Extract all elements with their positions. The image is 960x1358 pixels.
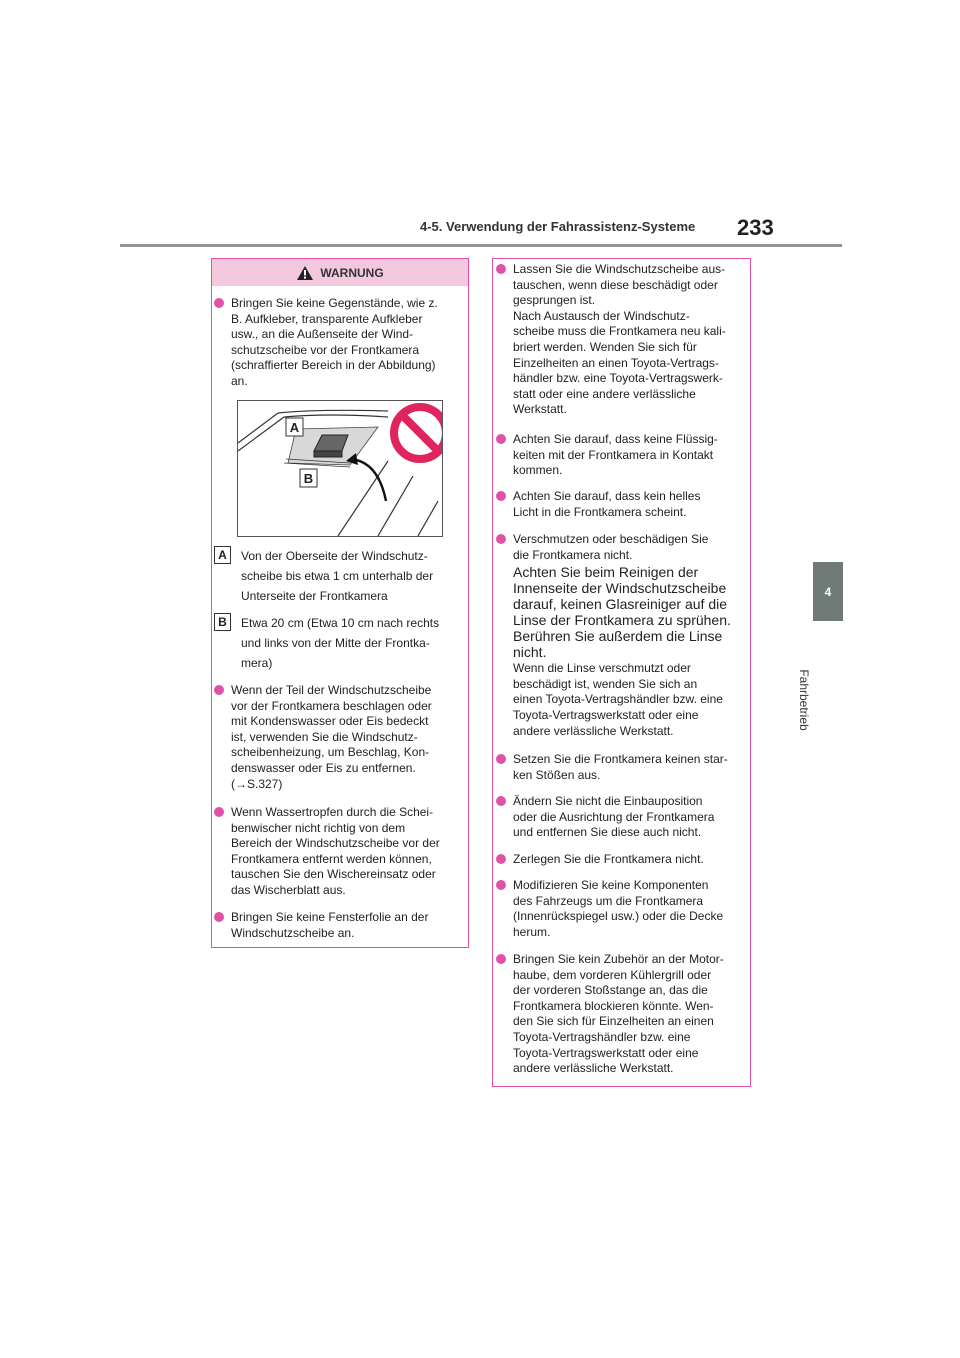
right-item-position — [496, 794, 748, 841]
right-item-text: Zerlegen Sie die Frontkamera nicht. — [513, 852, 704, 866]
warning-item-stickers — [214, 296, 464, 390]
warning-item-text: Wenn Wassertropfen durch die Schei- benwischer nicht richtig von dem Bereich der Windschutzscheibe vor der Frontkamera entfernt werden können, tauschen Sie den Wischereinsatz oder das Wischerblatt aus. — [231, 805, 440, 897]
legend-a-text: Von der Oberseite der Windschutz- scheibe bis etwa 1 cm unterhalb der Unterseite der Frontkamera — [241, 549, 434, 603]
right-item-modify — [496, 878, 748, 940]
page-number: 233 — [737, 215, 774, 240]
right-item-text: Lassen Sie die Windschutzscheibe aus- tauschen, wenn diese beschädigt oder gesprungen ist. Nach Austausch der Windschutz- scheibe muss die Frontkamera neu kali- briert werden. Wenden Sie sich für Einzelheiten an einen Toyota-Vertrags- händler bzw. eine Toyota-Vertragswerk- statt oder eine andere verlässliche Werkstatt. — [513, 262, 726, 417]
header-rule — [120, 244, 842, 247]
warning-item-text: Bringen Sie keine Gegenstände, wie z. B. Aufkleber, transparente Aufkleber usw., an die Außenseite der Wind- schutzscheibe vor der Frontkamera (schraffierter Bereich in der Abbildung) an. — [231, 296, 438, 388]
figure-label-a: A — [289, 420, 300, 435]
right-item-text — [513, 532, 748, 739]
warning-item-defog — [214, 683, 464, 792]
bullet-icon — [496, 954, 506, 964]
bullet-icon — [496, 880, 506, 890]
warning-title: WARNUNG — [320, 265, 384, 280]
chapter-tab: 4 — [813, 562, 843, 621]
figure-label-b: B — [303, 471, 314, 486]
right-item-text: Achten Sie darauf, dass kein helles Licht in die Frontkamera scheint. — [513, 489, 701, 519]
right-item-liquids — [496, 432, 748, 479]
right-item-disassemble — [496, 852, 748, 868]
right-item-bright-light — [496, 489, 748, 520]
right-item-dirt — [496, 532, 748, 739]
right-item-text-emphasis: Achten Sie beim Reinigen der Innenseite der Windschutzscheibe darauf, keinen Glasreiniger auf die Linse der Frontkamera zu sprühen. Berühren Sie außerdem die Linse nicht. — [513, 564, 731, 661]
legend-b-letter: B — [214, 613, 231, 631]
bullet-icon — [496, 491, 506, 501]
warning-item-wiper — [214, 805, 464, 899]
bullet-icon — [496, 796, 506, 806]
bullet-icon — [496, 854, 506, 864]
right-item-text: Setzen Sie die Frontkamera keinen star- ken Stößen aus. — [513, 752, 728, 782]
warning-item-text: Wenn der Teil der Windschutzscheibe vor der Frontkamera beschlagen oder mit Kondenswasser oder Eis bedeckt ist, verwenden Sie die Windschutz- scheibenheizung, um Beschlag, Kon- denswasser oder Eis zu entfernen. (→S.327) — [231, 683, 432, 791]
legend-a-letter: A — [214, 546, 231, 564]
right-item-replace-windshield — [496, 262, 748, 418]
windshield-camera-figure — [237, 400, 443, 537]
chapter-name: Fahrbetrieb — [797, 669, 811, 731]
windshield-camera-illustration — [238, 401, 442, 536]
right-item-text: Modifizieren Sie keine Komponenten des Fahrzeugs um die Frontkamera (Innenrückspiegel usw.) oder die Decke herum. — [513, 878, 724, 939]
warning-item-text: Bringen Sie keine Fensterfolie an der Windschutzscheibe an. — [231, 910, 429, 940]
bullet-icon — [496, 754, 506, 764]
bullet-icon — [214, 298, 224, 308]
chapter-side-label — [796, 660, 812, 740]
warning-triangle-icon — [296, 265, 314, 281]
right-item-accessories — [496, 952, 748, 1077]
warning-header — [212, 259, 468, 286]
right-item-text: Ändern Sie nicht die Einbauposition oder die Ausrichtung der Frontkamera und entfernen Sie diese auch nicht. — [513, 794, 715, 840]
right-item-text-c: Wenn die Linse verschmutzt oder beschädigt ist, wenden Sie sich an einen Toyota-Vertragshändler bzw. eine Toyota-Vertragswerkstatt oder eine andere verlässliche Werkstatt. — [513, 661, 723, 738]
prohibition-icon — [394, 407, 442, 459]
right-item-text: Achten Sie darauf, dass keine Flüssig- keiten mit der Frontkamera in Kontakt kommen. — [513, 432, 718, 478]
right-item-text-a: Verschmutzen oder beschädigen Sie die Frontkamera nicht. — [513, 532, 709, 562]
bullet-icon — [214, 807, 224, 817]
warning-item-film — [214, 910, 464, 941]
bullet-icon — [214, 685, 224, 695]
right-item-impacts — [496, 752, 748, 783]
bullet-icon — [496, 534, 506, 544]
bullet-icon — [496, 264, 506, 274]
bullet-icon — [496, 434, 506, 444]
bullet-icon — [214, 912, 224, 922]
section-title: 4-5. Verwendung der Fahrassistenz-Systeme — [420, 219, 696, 234]
right-item-text: Bringen Sie kein Zubehör an der Motor- haube, dem vorderen Kühlergrill oder der vorderen Stoßstange an, das die Frontkamera blockieren könnte. Wen- den Sie sich für Einzelheiten an einen Toyota-Vertragshändler bzw. eine Toyota-Vertragswerkstatt oder eine andere verlässliche Werkstatt. — [513, 952, 724, 1076]
legend-b-text: Etwa 20 cm (Etwa 10 cm nach rechts und links von der Mitte der Frontka- mera) — [241, 616, 440, 670]
